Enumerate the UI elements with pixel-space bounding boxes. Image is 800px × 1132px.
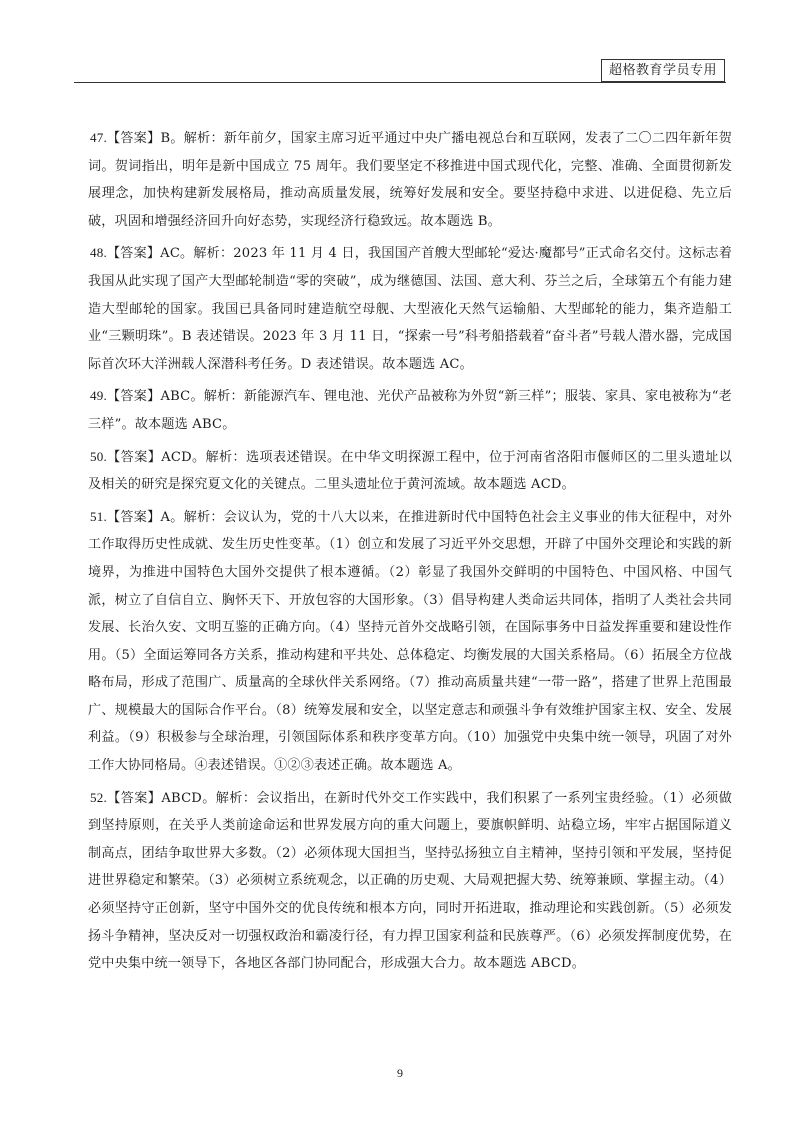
page-number: 9 xyxy=(397,1066,403,1080)
answer-text: 【答案】B。解析：新年前夕，国家主席习近平通过中央广播电视总台和互联网，发表了二〇二四年新年贺词。贺词指出，明年是新中国成立 75 周年。我们要坚定不移推进中国式现代化，完整、准确、全面贯彻新发展理念，加快构建新发展格局，推动高质量发展，统筹好发展和安全。要坚持稳中求进、以进促稳、先立后破，巩固和增强经济回升向好态势，实现经济行稳致远。故本题选 B。 xyxy=(88,131,732,229)
header-rule xyxy=(74,82,726,83)
answer-list xyxy=(88,124,732,982)
answer-text: 【答案】ABCD。解析：会议指出，在新时代外交工作实践中，我们积累了一系列宝贵经验。（1）必须做到坚持原则，在关乎人类前途命运和世界发展方向的重大问题上，要旗帜鲜明、站稳立场，牢牢占据国际道义制高点，团结争取世界大多数。（2）必须体现大国担当，坚持弘扬独立自主精神，坚持引领和平发展，坚持促进世界稳定和繁荣。（3）必须树立系统观念，以正确的历史观、大局观把握大势、统筹兼顾、掌握主动。（4）必须坚持守正创新，坚守中国外交的优良传统和根本方向，同时开拓进取，推动理论和实践创新。（5）必须发扬斗争精神，坚决反对一切强权政治和霸凌行径，有力捍卫国家利益和民族尊严。（6）必须发挥制度优势，在党中央集中统一领导下，各地区各部门协同配合，形成强大合力。故本题选 ABCD。 xyxy=(88,790,732,972)
answer-51 xyxy=(88,503,732,780)
answer-number: 50. xyxy=(90,448,107,464)
answer-number: 52. xyxy=(90,789,107,805)
answer-text: 【答案】ACD。解析：选项表述错误。在中华文明探源工程中，位于河南省洛阳市偃师区的二里头遗址以及相关的研究是探究夏文化的关键点。二里头遗址位于黄河流域。故本题选 ACD。 xyxy=(88,449,732,493)
answer-47 xyxy=(88,124,732,235)
answer-text: 【答案】AC。解析：2023 年 11 月 4 日，我国国产首艘大型邮轮“爱达·魔都号”正式命名交付。这标志着我国从此实现了国产大型邮轮制造“零的突破”，成为继德国、法国、意大利、芬兰之后，全球第五个有能力建造大型邮轮的国家。我国已具备同时建造航空母舰、大型液化天然气运输船、大型邮轮的能力，集齐造船工业“三颗明珠”。B 表述错误。2023 年 3 月 11 日，“探索一号”科考船搭载着“奋斗者”号载人潜水器，完成国际首次环大洋洲载人深潜科考任务。D 表述错误。故本题选 AC。 xyxy=(88,246,732,372)
answer-text: 【答案】ABC。解析：新能源汽车、锂电池、光伏产品被称为外贸“新三样”；服装、家具、家电被称为“老三样”。故本题选 ABC。 xyxy=(88,389,732,432)
answer-number: 49. xyxy=(90,388,107,404)
answer-number: 47. xyxy=(90,130,107,145)
answer-48 xyxy=(88,239,732,378)
answer-number: 48. xyxy=(90,245,107,261)
answer-49 xyxy=(88,382,732,438)
answer-52 xyxy=(88,784,732,978)
header-tag: 超格教育学员专用 xyxy=(601,59,725,82)
answer-50 xyxy=(88,443,732,499)
answer-text: 【答案】A。解析：会议认为，党的十八大以来，在推进新时代中国特色社会主义事业的伟大征程中，对外工作取得历史性成就、发生历史性变革。（1）创立和发展了习近平外交思想，开辟了中国外交理论和实践的新境界，为推进中国特色大国外交提供了根本遵循。（2）彰显了我国外交鲜明的中国特色、中国风格、中国气派，树立了自信自立、胸怀天下、开放包容的大国形象。（3）倡导构建人类命运共同体，指明了人类社会共同发展、长治久安、文明互鉴的正确方向。（4）坚持元首外交战略引领，在国际事务中日益发挥重要和建设性作用。（5）全面运筹同各方关系，推动构建和平共处、总体稳定、均衡发展的大国关系格局。（6）拓展全方位战略布局，形成了范围广、质量高的全球伙伴关系网络。（7）推动高质量共建“一带一路”，搭建了世界上范围最广、规模最大的国际合作平台。（8）统筹发展和安全，以坚定意志和顽强斗争有效维护国家主权、安全、发展利益。（9）积极参与全球治理，引领国际体系和秩序变革方向。（10）加强党中央集中统一领导，巩固了对外工作大协同格局。④表述错误。①②③表述正确。故本题选 A。 xyxy=(88,509,732,774)
answer-number: 51. xyxy=(90,508,107,524)
